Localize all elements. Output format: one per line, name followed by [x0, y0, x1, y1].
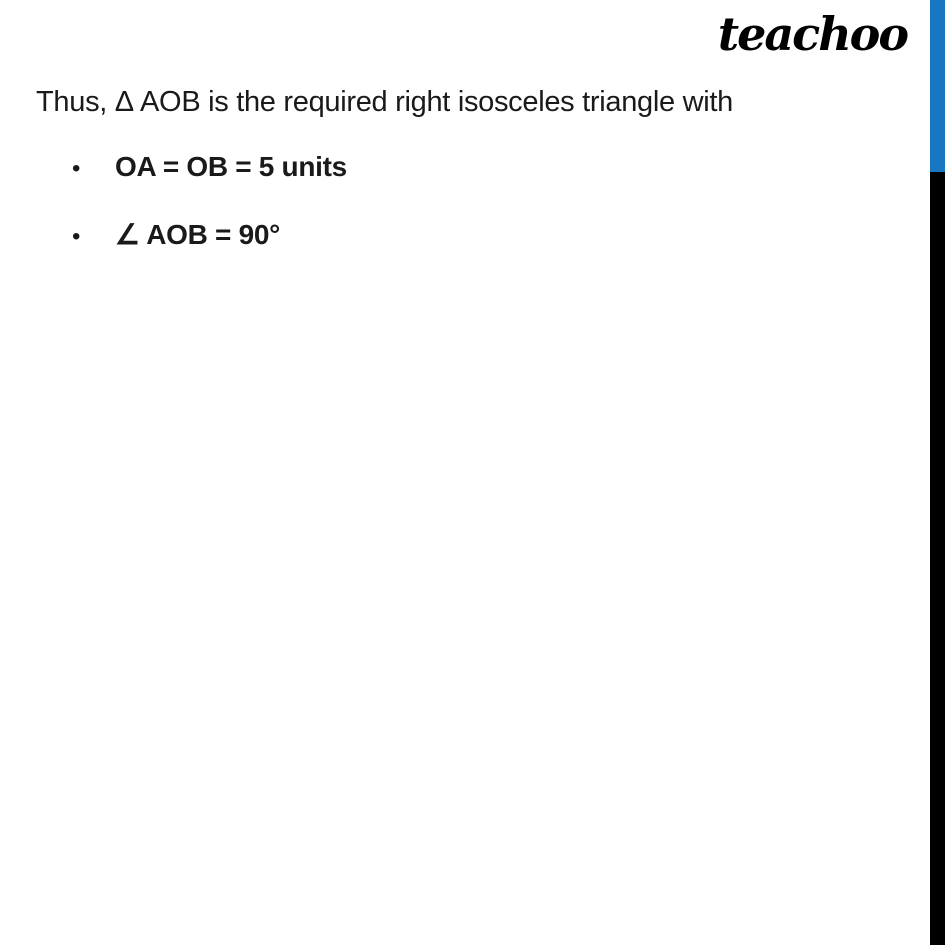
bullet-icon [72, 218, 115, 256]
bullet-text: ∠ AOB = 90° [115, 219, 281, 250]
bullet-text: OA = OB = 5 units [115, 151, 347, 182]
list-item [72, 148, 347, 188]
right-accent-bar-black [930, 172, 945, 945]
right-accent-bar-blue [930, 0, 945, 172]
bullet-icon [72, 150, 115, 188]
bullet-list [72, 148, 347, 284]
conclusion-text: Thus, Δ AOB is the required right isosceles triangle with [36, 86, 733, 118]
teachoo-logo: teachoo [717, 7, 907, 61]
list-item [72, 216, 347, 256]
